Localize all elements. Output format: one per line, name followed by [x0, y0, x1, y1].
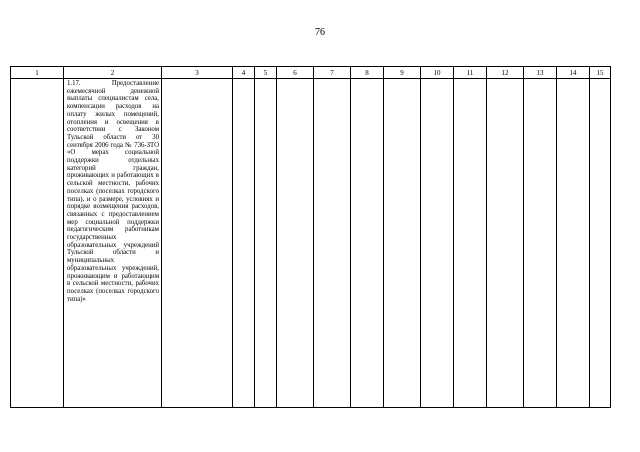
- table-cell: [421, 79, 454, 408]
- table-cell: [384, 79, 421, 408]
- column-header: 6: [277, 67, 314, 79]
- measure-description: 1.17. Предоставление ежемесячной денежной выплаты специалистам села, компенсации расходов на оплату жилых помещений, отопления и освещения в соответствии с Законом Тульской области от 30 сентября 2006 года № 736-ЗТО «О мерах социальной поддержки отдельных категорий граждан, проживающих и работающих в сельской местности, рабочих поселках (поселках городского типа), и о размере, условиях и порядке возмещения расходов, связанных с предоставлением мер социальной поддержки педагогическим работникам государственных образовательных учреждений Тульской области и муниципальных образовательных учреждений, проживающим и работающим в сельской местности, рабочих поселках (поселках городского типа)»: [67, 80, 159, 303]
- column-header: 5: [255, 67, 277, 79]
- data-table: [10, 66, 611, 408]
- column-header: 11: [454, 67, 487, 79]
- table-cell: [255, 79, 277, 408]
- table-cell: [162, 79, 233, 408]
- table-row: [11, 79, 611, 408]
- description-cell: [64, 79, 162, 408]
- table-cell: [233, 79, 255, 408]
- table-cell: [454, 79, 487, 408]
- column-header: 3: [162, 67, 233, 79]
- column-header: 15: [590, 67, 611, 79]
- column-header: 4: [233, 67, 255, 79]
- column-header: 9: [384, 67, 421, 79]
- column-header: 12: [487, 67, 524, 79]
- column-header: 2: [64, 67, 162, 79]
- table-cell: [11, 79, 64, 408]
- table-cell: [557, 79, 590, 408]
- table-cell: [524, 79, 557, 408]
- table-cell: [487, 79, 524, 408]
- header-row: [11, 67, 611, 79]
- table-cell: [314, 79, 351, 408]
- column-header: 7: [314, 67, 351, 79]
- table-cell: [590, 79, 611, 408]
- table-cell: [277, 79, 314, 408]
- column-header: 10: [421, 67, 454, 79]
- column-header: 8: [351, 67, 384, 79]
- page-number: 76: [315, 27, 325, 38]
- column-header: 14: [557, 67, 590, 79]
- column-header: 13: [524, 67, 557, 79]
- table-cell: [351, 79, 384, 408]
- column-header: 1: [11, 67, 64, 79]
